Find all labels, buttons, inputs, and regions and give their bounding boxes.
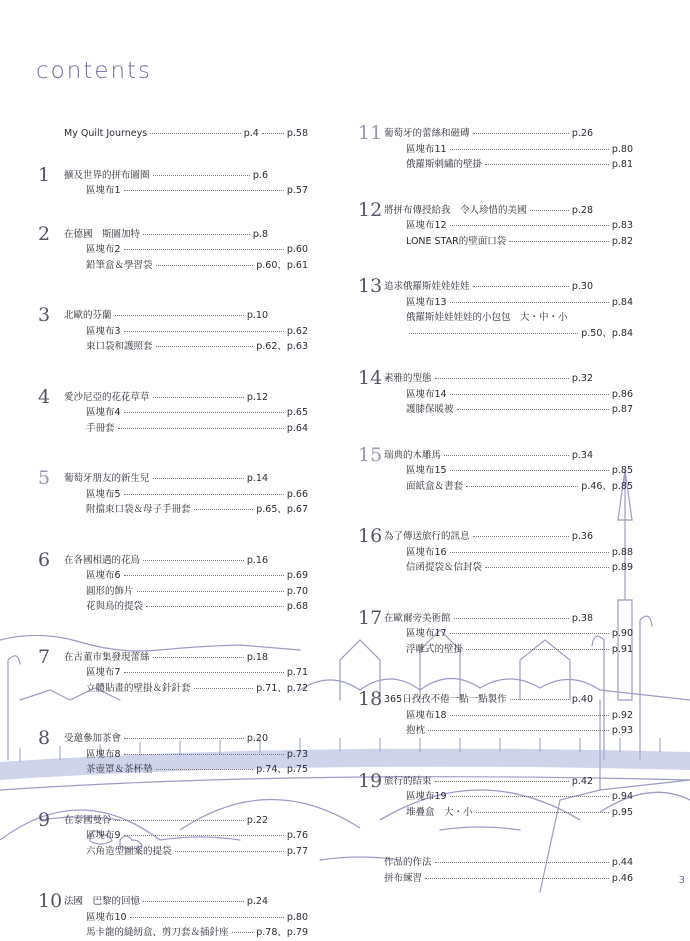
toc-subentry[interactable] — [38, 487, 308, 503]
entry-title: 茶壺罩＆茶杯墊 — [86, 764, 153, 775]
page-ref: p.62、p.63 — [256, 341, 308, 352]
toc-entry[interactable] — [358, 611, 633, 627]
dot-leader — [466, 486, 578, 487]
page-ref: p.58 — [286, 128, 308, 139]
toc-section — [358, 443, 633, 495]
toc-subentry[interactable] — [358, 310, 633, 326]
dot-leader — [115, 315, 244, 316]
toc-subentry[interactable] — [38, 681, 308, 697]
page-ref: p.22 — [246, 814, 268, 826]
dot-leader — [509, 241, 609, 242]
toc-section — [38, 467, 308, 518]
dot-leader — [124, 672, 284, 673]
toc-subentry[interactable] — [38, 183, 308, 199]
page-ref: p.34 — [571, 449, 593, 461]
toc-entry[interactable] — [358, 126, 633, 142]
dot-leader — [450, 225, 609, 226]
chapter-number: 11 — [358, 122, 383, 144]
entry-title: 圓形的飾片 — [86, 585, 134, 597]
chapter-number: 8 — [38, 727, 51, 749]
toc-subentry[interactable] — [38, 665, 308, 681]
chapter-number: 15 — [358, 443, 383, 466]
page-ref: p.20 — [246, 733, 268, 744]
dot-leader — [150, 133, 241, 134]
page-ref: p.88 — [611, 546, 633, 558]
page-ref: p.84 — [611, 296, 633, 308]
toc-subentry[interactable] — [358, 626, 633, 642]
entry-title: 為了傳送旅行的訊息 — [384, 531, 470, 542]
chapter-number: 3 — [38, 304, 51, 326]
toc-subentry[interactable] — [358, 479, 633, 495]
page-ref: p.4 — [243, 128, 259, 139]
chapter-number: 6 — [38, 548, 51, 571]
page-number: 3 — [678, 875, 685, 886]
toc-subentry[interactable] — [358, 545, 633, 561]
page-ref: p.42 — [571, 775, 593, 787]
entry-title: 馬卡龍的縫紉盒、剪刀套＆插針座 — [86, 927, 229, 938]
dot-leader — [124, 575, 284, 576]
entry-title: 抱枕 — [406, 725, 426, 736]
entry-title: 愛沙尼亞的花花草草 — [64, 391, 150, 403]
dot-leader — [146, 606, 284, 607]
dot-leader — [175, 851, 284, 852]
page-ref: p.73 — [286, 748, 308, 760]
dot-leader — [194, 509, 254, 510]
page-ref: p.89 — [611, 562, 633, 573]
entry-title: 區塊布1 — [86, 185, 121, 196]
page-ref: p.46 — [611, 872, 633, 884]
page-ref: p.64 — [286, 422, 308, 434]
dot-leader — [143, 234, 250, 235]
dot-leader — [454, 618, 569, 619]
toc-subentry[interactable] — [358, 402, 633, 418]
dot-leader — [435, 378, 569, 379]
dot-leader — [137, 591, 284, 592]
page-ref: p.65 — [286, 407, 308, 418]
page-ref: p.44 — [611, 857, 633, 868]
toc-subentry[interactable] — [38, 502, 308, 518]
toc-subentry[interactable] — [358, 560, 633, 576]
dot-leader — [153, 478, 244, 479]
toc-section — [38, 645, 308, 697]
entry-title: 在德國 斯圖加特 — [64, 228, 141, 240]
toc-subentry[interactable] — [358, 789, 633, 805]
dot-leader — [115, 820, 244, 821]
toc-section — [38, 126, 308, 142]
chapter-number: 18 — [358, 688, 383, 710]
entry-title: 附擋束口袋＆母子手冊套 — [86, 504, 191, 515]
toc-entry[interactable] — [358, 279, 633, 295]
page-ref: p.85 — [611, 465, 633, 476]
page-ref: p.77 — [286, 845, 308, 857]
dot-leader — [476, 812, 609, 813]
toc-section — [38, 727, 308, 778]
dot-leader — [409, 333, 578, 334]
page-ref: p.90 — [611, 628, 633, 639]
toc-entry[interactable] — [38, 308, 308, 324]
dot-leader — [124, 754, 284, 755]
page-ref: p.82 — [611, 235, 633, 247]
dot-leader — [435, 862, 609, 863]
toc-subentry[interactable] — [38, 844, 308, 860]
toc-entry[interactable] — [38, 227, 308, 243]
toc-subentry[interactable] — [38, 599, 308, 615]
entry-title: 瑞典的木雕馬 — [384, 449, 442, 461]
dot-leader — [124, 738, 244, 739]
dot-leader — [530, 210, 569, 211]
dot-leader — [485, 164, 609, 165]
toc-entry[interactable] — [358, 371, 633, 387]
page-ref: p.92 — [611, 709, 633, 721]
entry-title: 區塊布12 — [406, 220, 447, 231]
entry-title: 素雅的型態 — [384, 373, 432, 384]
page-ref: p.40 — [571, 694, 593, 705]
dot-leader — [143, 901, 244, 902]
entry-title: 法國 巴黎的回憶 — [64, 896, 141, 907]
page-ref: p.50、p.84 — [581, 327, 633, 339]
toc-subentry[interactable] — [38, 568, 308, 584]
entry-title: 花與鳥的提袋 — [86, 601, 144, 612]
dot-leader — [450, 394, 609, 395]
page-ref: p.62 — [286, 325, 308, 337]
dot-leader — [194, 688, 254, 689]
entry-title: My Quilt Journeys — [64, 128, 148, 139]
entry-title: 區塊布5 — [86, 488, 121, 500]
page-ref: p.83 — [611, 220, 633, 231]
entry-title: 束口袋和護照套 — [86, 341, 153, 352]
contents-title: contents — [36, 58, 153, 84]
dot-leader — [473, 133, 569, 134]
toc-entry[interactable] — [38, 168, 308, 184]
entry-title: 區塊布3 — [86, 325, 121, 337]
page-ref: p.87 — [611, 404, 633, 415]
page-ref: p.57 — [286, 185, 308, 196]
toc-section — [38, 304, 308, 355]
toc-entry[interactable] — [38, 650, 308, 666]
page-ref: p.14 — [246, 473, 268, 484]
dot-leader — [450, 796, 609, 797]
entry-title: 區塊布15 — [406, 465, 447, 476]
entry-title: 區塊布19 — [406, 791, 447, 802]
toc-subentry[interactable] — [38, 324, 308, 340]
dot-leader — [262, 133, 284, 134]
toc-subentry[interactable] — [358, 642, 633, 658]
page-ref: p.71、p.72 — [256, 682, 308, 694]
page-ref: p.24 — [246, 896, 268, 907]
dot-leader — [143, 560, 244, 561]
page-ref: p.18 — [246, 651, 268, 663]
dot-leader — [153, 175, 250, 176]
toc-subentry[interactable] — [38, 910, 308, 926]
page-ref: p.10 — [246, 310, 268, 321]
toc-section — [358, 122, 633, 173]
toc-section — [38, 163, 308, 199]
chapter-number: 14 — [358, 367, 383, 389]
chapter-number: 1 — [38, 163, 51, 186]
page-ref: p.46、p.85 — [581, 480, 633, 492]
toc-section — [38, 890, 308, 941]
toc-entry[interactable] — [358, 529, 633, 545]
entry-title: 區塊布4 — [86, 407, 121, 418]
dot-leader — [450, 715, 609, 716]
page-ref: p.71 — [286, 667, 308, 678]
toc-subentry[interactable] — [38, 747, 308, 763]
entry-title: LONE STAR的壁面口袋 — [406, 235, 507, 247]
toc-section — [358, 688, 633, 739]
entry-title: 浮雕式的壁掛 — [406, 643, 464, 655]
dot-leader — [124, 835, 284, 836]
page-ref: p.28 — [571, 204, 593, 216]
dot-leader — [450, 552, 609, 553]
page-ref: p.74、p.75 — [256, 764, 308, 775]
toc-subentry[interactable] — [358, 234, 633, 250]
entry-title: 區塊布2 — [86, 244, 121, 255]
page-ref: p.8 — [252, 228, 268, 240]
dot-leader — [156, 346, 254, 347]
dot-leader — [444, 455, 569, 456]
chapter-number: 2 — [38, 222, 51, 245]
dot-leader — [450, 149, 609, 150]
left-column — [38, 126, 308, 941]
entry-title: 堆疊盒 大・小 — [406, 806, 473, 818]
entry-title: 葡萄牙朋友的新生兒 — [64, 473, 150, 484]
toc-entry[interactable] — [38, 813, 308, 829]
toc-subentry[interactable] — [358, 708, 633, 724]
page-ref: p.69 — [286, 570, 308, 581]
toc-section — [38, 808, 308, 860]
toc-subentry[interactable] — [358, 805, 633, 821]
dot-leader — [473, 536, 569, 537]
entry-title: 手冊套 — [86, 422, 115, 434]
page-ref: p.36 — [571, 531, 593, 542]
entry-title: 拼布練習 — [384, 872, 423, 884]
entry-title: 區塊布9 — [86, 830, 121, 841]
toc-section — [358, 367, 633, 418]
page-ref: p.26 — [571, 128, 593, 139]
toc-entry[interactable] — [38, 126, 308, 142]
entry-title: 在泰國曼谷 — [64, 814, 112, 826]
entry-title: 立體貼畫的壁掛＆針針套 — [86, 682, 191, 694]
toc-subentry[interactable] — [38, 584, 308, 600]
page-ref: p.12 — [246, 391, 268, 403]
page-ref: p.91 — [611, 643, 633, 655]
chapter-number: 7 — [38, 645, 51, 668]
dot-leader — [425, 878, 609, 879]
entry-title: 擴及世界的拼布圖圈 — [64, 169, 150, 181]
dot-leader — [435, 781, 569, 782]
page-ref: p.65、p.67 — [256, 504, 308, 515]
toc-entry[interactable] — [38, 894, 308, 910]
page-ref: p.81 — [611, 159, 633, 170]
entry-title: 區塊布16 — [406, 546, 447, 558]
dot-leader — [457, 409, 609, 410]
page-ref: p.80 — [611, 143, 633, 155]
dot-leader — [124, 494, 284, 495]
entry-title: 區塊布17 — [406, 628, 447, 639]
entry-title: 區塊布10 — [86, 911, 127, 923]
toc-subentry[interactable] — [358, 463, 633, 479]
toc-section — [38, 548, 308, 615]
dot-leader — [466, 649, 609, 650]
entry-title: 受邀參加茶會 — [64, 733, 122, 744]
toc-entry[interactable] — [38, 553, 308, 569]
entry-title: 在歐爾旁美術館 — [384, 612, 451, 624]
page-ref: p.68 — [286, 601, 308, 612]
toc-entry[interactable] — [358, 448, 633, 464]
page-ref: p.16 — [246, 554, 268, 566]
toc-section — [358, 198, 633, 250]
toc-section — [358, 769, 633, 821]
page-ref: p.93 — [611, 725, 633, 736]
page-ref: p.95 — [611, 806, 633, 818]
page-ref: p.32 — [571, 373, 593, 384]
page-ref: p.60、p.61 — [256, 259, 308, 271]
entry-title: 鉛筆盒＆學習袋 — [86, 259, 153, 271]
toc-subentry[interactable] — [358, 326, 633, 342]
chapter-number: 5 — [38, 467, 51, 489]
toc-subentry[interactable] — [358, 142, 633, 158]
toc-subentry[interactable] — [38, 925, 308, 941]
chapter-number: 10 — [38, 890, 63, 912]
entry-title: 區塊布18 — [406, 709, 447, 721]
entry-title: 區塊布6 — [86, 570, 121, 581]
toc-section — [358, 855, 633, 886]
toc-entry[interactable] — [38, 731, 308, 747]
chapter-number: 13 — [358, 275, 383, 297]
dot-leader — [124, 412, 284, 413]
entry-title: 作品的作法 — [384, 857, 432, 868]
page-ref: p.80 — [286, 911, 308, 923]
toc-subentry[interactable] — [358, 387, 633, 403]
dot-leader — [130, 917, 284, 918]
entry-title: 信函提袋＆信封袋 — [406, 562, 483, 573]
dot-leader — [124, 249, 284, 250]
entry-title: 護膝保暖被 — [406, 404, 454, 415]
chapter-number: 12 — [358, 198, 383, 221]
page-ref: p.76 — [286, 830, 308, 841]
toc-entry[interactable] — [358, 692, 633, 708]
toc-entry[interactable] — [38, 390, 308, 406]
dot-leader — [153, 397, 244, 398]
dot-leader — [450, 633, 609, 634]
toc-subentry[interactable] — [38, 421, 308, 437]
page-ref: p.30 — [571, 281, 593, 292]
page-ref: p.38 — [571, 612, 593, 624]
entry-title: 將拼布傳授給我 令人珍惜的美國 — [384, 204, 527, 216]
toc-subentry[interactable] — [358, 295, 633, 311]
toc-entry[interactable] — [358, 203, 633, 219]
page-ref: p.70 — [286, 585, 308, 597]
toc-entry[interactable] — [358, 774, 633, 790]
toc-subentry[interactable] — [358, 218, 633, 234]
toc-subentry[interactable] — [38, 339, 308, 355]
toc-section — [38, 385, 308, 437]
chapter-number: 9 — [38, 808, 51, 831]
entry-title: 旅行的結束 — [384, 775, 432, 787]
entry-title: 區塊布14 — [406, 388, 447, 400]
right-column — [358, 122, 633, 886]
entry-title: 在各國相遇的花鳥 — [64, 554, 141, 566]
page-ref: p.6 — [252, 169, 268, 181]
entry-title: 365日孜孜不倦一點一點製作 — [384, 694, 507, 705]
toc-subentry[interactable] — [38, 762, 308, 778]
dot-leader — [428, 730, 609, 731]
toc-section — [358, 275, 633, 341]
toc-entry[interactable] — [38, 471, 308, 487]
dot-leader — [510, 699, 569, 700]
chapter-number: 16 — [358, 525, 383, 547]
entry-title: 俄羅斯刺繡的壁掛 — [406, 159, 483, 170]
dot-leader — [485, 567, 609, 568]
page-ref: p.86 — [611, 388, 633, 400]
toc-section — [358, 606, 633, 658]
dot-leader — [232, 932, 254, 933]
toc-section — [38, 222, 308, 274]
chapter-number: 4 — [38, 385, 51, 408]
toc-subentry[interactable] — [38, 258, 308, 274]
chapter-number: 19 — [358, 769, 383, 792]
entry-title: 六角造型圖案的提袋 — [86, 845, 172, 857]
entry-title: 區塊布11 — [406, 143, 447, 155]
entry-title: 追求俄羅斯娃娃娃娃 — [384, 281, 470, 292]
dot-leader — [153, 657, 244, 658]
entry-title: 區塊布8 — [86, 748, 121, 760]
dot-leader — [118, 428, 284, 429]
page-ref: p.66 — [286, 488, 308, 500]
dot-leader — [473, 286, 569, 287]
toc-subentry[interactable] — [38, 405, 308, 421]
chapter-number: 17 — [358, 606, 383, 629]
dot-leader — [450, 302, 609, 303]
page-ref: p.94 — [611, 791, 633, 802]
dot-leader — [124, 190, 284, 191]
toc-subentry[interactable] — [38, 242, 308, 258]
dot-leader — [450, 470, 609, 471]
toc-subentry[interactable] — [358, 723, 633, 739]
dot-leader — [156, 769, 254, 770]
dot-leader — [156, 265, 254, 266]
toc-entry[interactable] — [358, 855, 633, 871]
toc-section — [358, 525, 633, 576]
entry-title: 區塊布13 — [406, 296, 447, 308]
entry-title: 葡萄牙的蕾絲和磁磚 — [384, 128, 470, 139]
dot-leader — [124, 331, 284, 332]
entry-title: 區塊布7 — [86, 667, 121, 678]
toc-subentry[interactable] — [38, 828, 308, 844]
toc-subentry[interactable] — [358, 157, 633, 173]
entry-title: 俄羅斯娃娃娃娃的小包包 大・中・小 — [406, 312, 568, 323]
page-ref: p.60 — [286, 244, 308, 255]
page-ref: p.78、p.79 — [256, 927, 308, 938]
toc-subentry[interactable] — [358, 871, 633, 887]
entry-title: 北歐的芬蘭 — [64, 310, 112, 321]
entry-title: 面紙盒＆書套 — [406, 480, 464, 492]
entry-title: 在古董市集發現蕾絲 — [64, 651, 150, 663]
